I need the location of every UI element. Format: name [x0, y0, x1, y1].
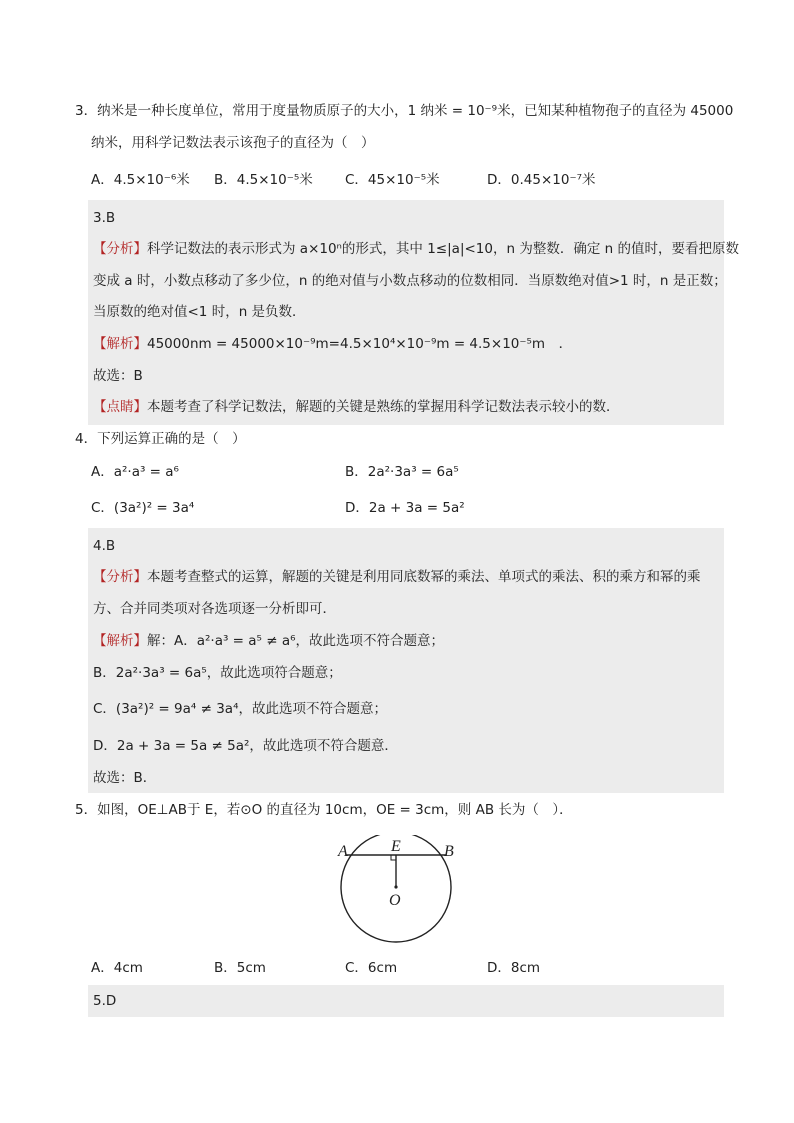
- q5-stem: 5．如图，OE⊥AB于 E，若⊙O 的直径为 10cm，OE = 3cm，则 AB 长为（ ）．: [75, 802, 573, 818]
- q4-option-b: B．2a²·3a³ = 6a⁵: [345, 464, 459, 480]
- q3-stem-line2: 纳米，用科学记数法表示该孢子的直径为（ ）: [91, 135, 375, 151]
- q4-option-c: C．(3a²)² = 3a⁴: [91, 500, 195, 516]
- q4-solution-d: D．2a + 3a = 5a ≠ 5a²，故此选项不符合题意．: [93, 738, 398, 754]
- right-angle-mark: [391, 855, 396, 860]
- q4-stem: 4．下列运算正确的是（ ）: [75, 431, 246, 447]
- q5-option-b: B．5cm: [214, 960, 266, 976]
- label-e: E: [391, 838, 401, 855]
- q3-solution-text: 45000nm = 45000×10⁻⁹m=4.5×10⁴×10⁻⁹m = 4.5×10⁻⁵m ．: [147, 336, 573, 352]
- q3-option-c: C．45×10⁻⁵米: [345, 172, 440, 188]
- label-a: A: [338, 843, 348, 860]
- q3-analysis-text: 科学记数法的表示形式为 a×10ⁿ的形式，其中 1≤|a|<10，n 为整数．确定 n 的值时，要看把原数: [147, 241, 739, 257]
- q4-analysis-text: 本题考查整式的运算，解题的关键是利用同底数幂的乘法、单项式的乘法、积的乘方和幂的乘: [147, 569, 701, 585]
- q4-analysis-line1: [93, 567, 701, 587]
- q5-answer: 5.D: [93, 993, 117, 1009]
- q3-analysis-line3: 当原数的绝对值<1 时，n 是负数．: [93, 304, 306, 320]
- q3-choose: 故选：B: [93, 368, 143, 384]
- q5-answer-box: [88, 985, 724, 1017]
- q5-option-c: C．6cm: [345, 960, 398, 976]
- center-point: [394, 885, 397, 888]
- q4-analysis-tag: 【分析】: [93, 569, 147, 585]
- circle-diagram: [330, 835, 470, 950]
- q3-analysis-line2: 变成 a 时，小数点移动了多少位，n 的绝对值与小数点移动的位数相同．当原数绝对值>1 时，n 是正数；: [93, 273, 727, 289]
- q4-option-a: A．a²·a³ = a⁶: [91, 464, 179, 480]
- q3-comment-tag: 【点睛】: [93, 399, 147, 415]
- q4-solution-b: B．2a²·3a³ = 6a⁵，故此选项符合题意；: [93, 665, 342, 681]
- q3-answer: 3.B: [93, 210, 116, 226]
- q4-solution-c: C．(3a²)² = 9a⁴ ≠ 3a⁴，故此选项不符合题意；: [93, 701, 387, 717]
- q3-solution: [93, 334, 572, 354]
- q3-stem-line1: 3．纳米是一种长度单位，常用于度量物质原子的大小，1 纳米 = 10⁻⁹米，已知某种植物孢子的直径为 45000: [75, 103, 734, 119]
- q4-answer: 4.B: [93, 538, 116, 554]
- q4-solution-a-text: 解：A．a²·a³ = a⁵ ≠ a⁶，故此选项不符合题意；: [147, 633, 445, 649]
- q3-solution-tag: 【解析】: [93, 336, 147, 352]
- q4-analysis-line2: 方、合并同类项对各选项逐一分析即可．: [93, 601, 336, 617]
- q3-analysis-line1: [93, 239, 739, 259]
- q3-analysis-tag: 【分析】: [93, 241, 147, 257]
- q3-comment-text: 本题考查了科学记数法，解题的关键是熟练的掌握用科学记数法表示较小的数．: [147, 399, 620, 415]
- q4-solution-a: [93, 631, 444, 651]
- q5-option-a: A．4cm: [91, 960, 143, 976]
- q3-option-d: D．0.45×10⁻⁷米: [487, 172, 596, 188]
- label-o: O: [389, 892, 401, 909]
- q3-option-a: A．4.5×10⁻⁶米: [91, 172, 190, 188]
- q5-option-d: D．8cm: [487, 960, 541, 976]
- q4-choose: 故选：B．: [93, 770, 157, 786]
- q3-comment: [93, 397, 620, 417]
- q4-solution-tag: 【解析】: [93, 633, 147, 649]
- label-b: B: [444, 843, 454, 860]
- q3-option-b: B．4.5×10⁻⁵米: [214, 172, 313, 188]
- q4-option-d: D．2a + 3a = 5a²: [345, 500, 465, 516]
